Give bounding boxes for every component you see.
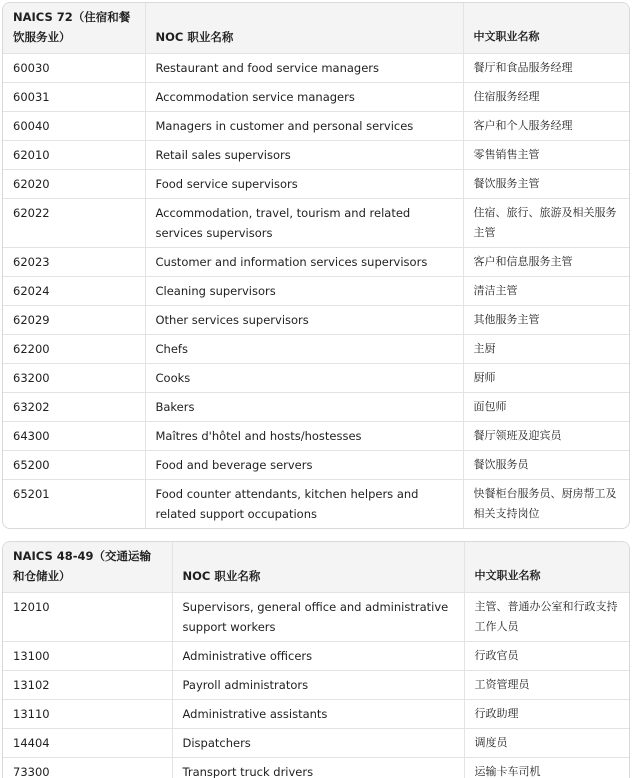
noc-title-cell: Administrative assistants <box>172 700 464 729</box>
naics-column-header: NAICS 72（住宿和餐饮服务业） <box>3 3 145 54</box>
table-row <box>3 141 629 170</box>
chinese-title-column-header: 中文职业名称 <box>464 542 629 593</box>
table-header-row <box>3 3 629 54</box>
chinese-title-cell: 清洁主管 <box>463 277 629 306</box>
naics-48-49-table <box>3 542 629 778</box>
table-row <box>3 199 629 248</box>
chinese-title-cell: 住宿、旅行、旅游及相关服务主管 <box>463 199 629 248</box>
noc-title-cell: Bakers <box>145 393 463 422</box>
table-row <box>3 422 629 451</box>
noc-title-column-header: NOC 职业名称 <box>172 542 464 593</box>
noc-code-cell: 62022 <box>3 199 145 248</box>
naics-72-table-container <box>2 2 630 529</box>
table-row <box>3 306 629 335</box>
table-row <box>3 593 629 642</box>
noc-title-cell: Transport truck drivers <box>172 758 464 778</box>
noc-code-cell: 65200 <box>3 451 145 480</box>
chinese-title-cell: 餐饮服务员 <box>463 451 629 480</box>
noc-title-cell: Accommodation, travel, tourism and related services supervisors <box>145 199 463 248</box>
table-row <box>3 642 629 671</box>
noc-code-cell: 60030 <box>3 54 145 83</box>
noc-code-cell: 13110 <box>3 700 172 729</box>
chinese-title-cell: 调度员 <box>464 729 629 758</box>
table-row <box>3 112 629 141</box>
chinese-title-cell: 餐厅和食品服务经理 <box>463 54 629 83</box>
noc-code-cell: 62200 <box>3 335 145 364</box>
table-row <box>3 729 629 758</box>
noc-title-cell: Other services supervisors <box>145 306 463 335</box>
chinese-title-cell: 住宿服务经理 <box>463 83 629 112</box>
table-row <box>3 335 629 364</box>
noc-code-cell: 62020 <box>3 170 145 199</box>
chinese-title-cell: 客户和信息服务主管 <box>463 248 629 277</box>
noc-title-cell: Chefs <box>145 335 463 364</box>
chinese-title-cell: 快餐柜台服务员、厨房帮工及相关支持岗位 <box>473 487 617 520</box>
noc-title-cell: Supervisors, general office and administrative support workers <box>172 593 464 642</box>
table-row <box>3 480 629 529</box>
table-row <box>3 758 629 778</box>
chinese-title-cell: 客户和个人服务经理 <box>463 112 629 141</box>
chinese-title-cell: 餐饮服务主管 <box>463 170 629 199</box>
naics-72-table-body <box>3 54 629 529</box>
chinese-title-cell: 运输卡车司机 <box>474 765 541 778</box>
chinese-title-cell: 行政官员 <box>464 642 629 671</box>
table-row <box>3 671 629 700</box>
table-row <box>3 451 629 480</box>
noc-code-cell: 60031 <box>3 83 145 112</box>
noc-title-cell: Customer and information services supervisors <box>145 248 463 277</box>
noc-code-cell: 65201 <box>3 480 145 529</box>
noc-title-cell: Dispatchers <box>172 729 464 758</box>
noc-code-cell: 73300 <box>3 758 172 778</box>
noc-title-cell: Food service supervisors <box>145 170 463 199</box>
noc-code-cell: 62024 <box>3 277 145 306</box>
noc-code-cell: 63200 <box>3 364 145 393</box>
chinese-title-column-header: 中文职业名称 <box>463 3 629 54</box>
noc-title-column-header: NOC 职业名称 <box>145 3 463 54</box>
table-header-row <box>3 542 629 593</box>
table-row <box>3 277 629 306</box>
naics-48-49-table-container <box>2 541 630 778</box>
chinese-title-cell: 餐厅领班及迎宾员 <box>463 422 629 451</box>
noc-code-cell: 62029 <box>3 306 145 335</box>
chinese-title-cell: 行政助理 <box>464 700 629 729</box>
noc-code-cell: 63202 <box>3 393 145 422</box>
chinese-title-cell: 其他服务主管 <box>463 306 629 335</box>
naics-column-header: NAICS 48-49（交通运输和仓储业） <box>3 542 172 593</box>
chinese-title-cell: 工资管理员 <box>464 671 629 700</box>
noc-title-cell: Cleaning supervisors <box>145 277 463 306</box>
chinese-title-cell: 主管、普通办公室和行政支持工作人员 <box>464 593 629 642</box>
table-row <box>3 364 629 393</box>
naics-48-49-table-body <box>3 593 629 778</box>
noc-code-cell: 13100 <box>3 642 172 671</box>
noc-code-cell: 60040 <box>3 112 145 141</box>
noc-title-cell: Managers in customer and personal services <box>145 112 463 141</box>
noc-code-cell: 64300 <box>3 422 145 451</box>
noc-code-cell: 12010 <box>3 593 172 642</box>
noc-code-cell: 62023 <box>3 248 145 277</box>
noc-code-cell: 62010 <box>3 141 145 170</box>
noc-title-cell: Retail sales supervisors <box>145 141 463 170</box>
noc-title-cell: Accommodation service managers <box>145 83 463 112</box>
noc-title-cell: Restaurant and food service managers <box>145 54 463 83</box>
noc-title-cell: Food counter attendants, kitchen helpers and related support occupations <box>145 480 463 529</box>
chinese-title-cell: 零售销售主管 <box>463 141 629 170</box>
noc-code-cell: 13102 <box>3 671 172 700</box>
table-row <box>3 700 629 729</box>
table-row <box>3 393 629 422</box>
table-row <box>3 170 629 199</box>
table-row <box>3 54 629 83</box>
chinese-title-cell: 主厨 <box>463 335 629 364</box>
noc-title-cell: Food and beverage servers <box>145 451 463 480</box>
table-row <box>3 83 629 112</box>
chinese-title-cell: 面包师 <box>463 393 629 422</box>
noc-title-cell: Administrative officers <box>172 642 464 671</box>
chinese-title-cell: 厨师 <box>463 364 629 393</box>
noc-code-cell: 14404 <box>3 729 172 758</box>
noc-title-cell: Payroll administrators <box>172 671 464 700</box>
naics-72-table <box>3 3 629 528</box>
table-row <box>3 248 629 277</box>
noc-title-cell: Maîtres d'hôtel and hosts/hostesses <box>145 422 463 451</box>
noc-title-cell: Cooks <box>145 364 463 393</box>
